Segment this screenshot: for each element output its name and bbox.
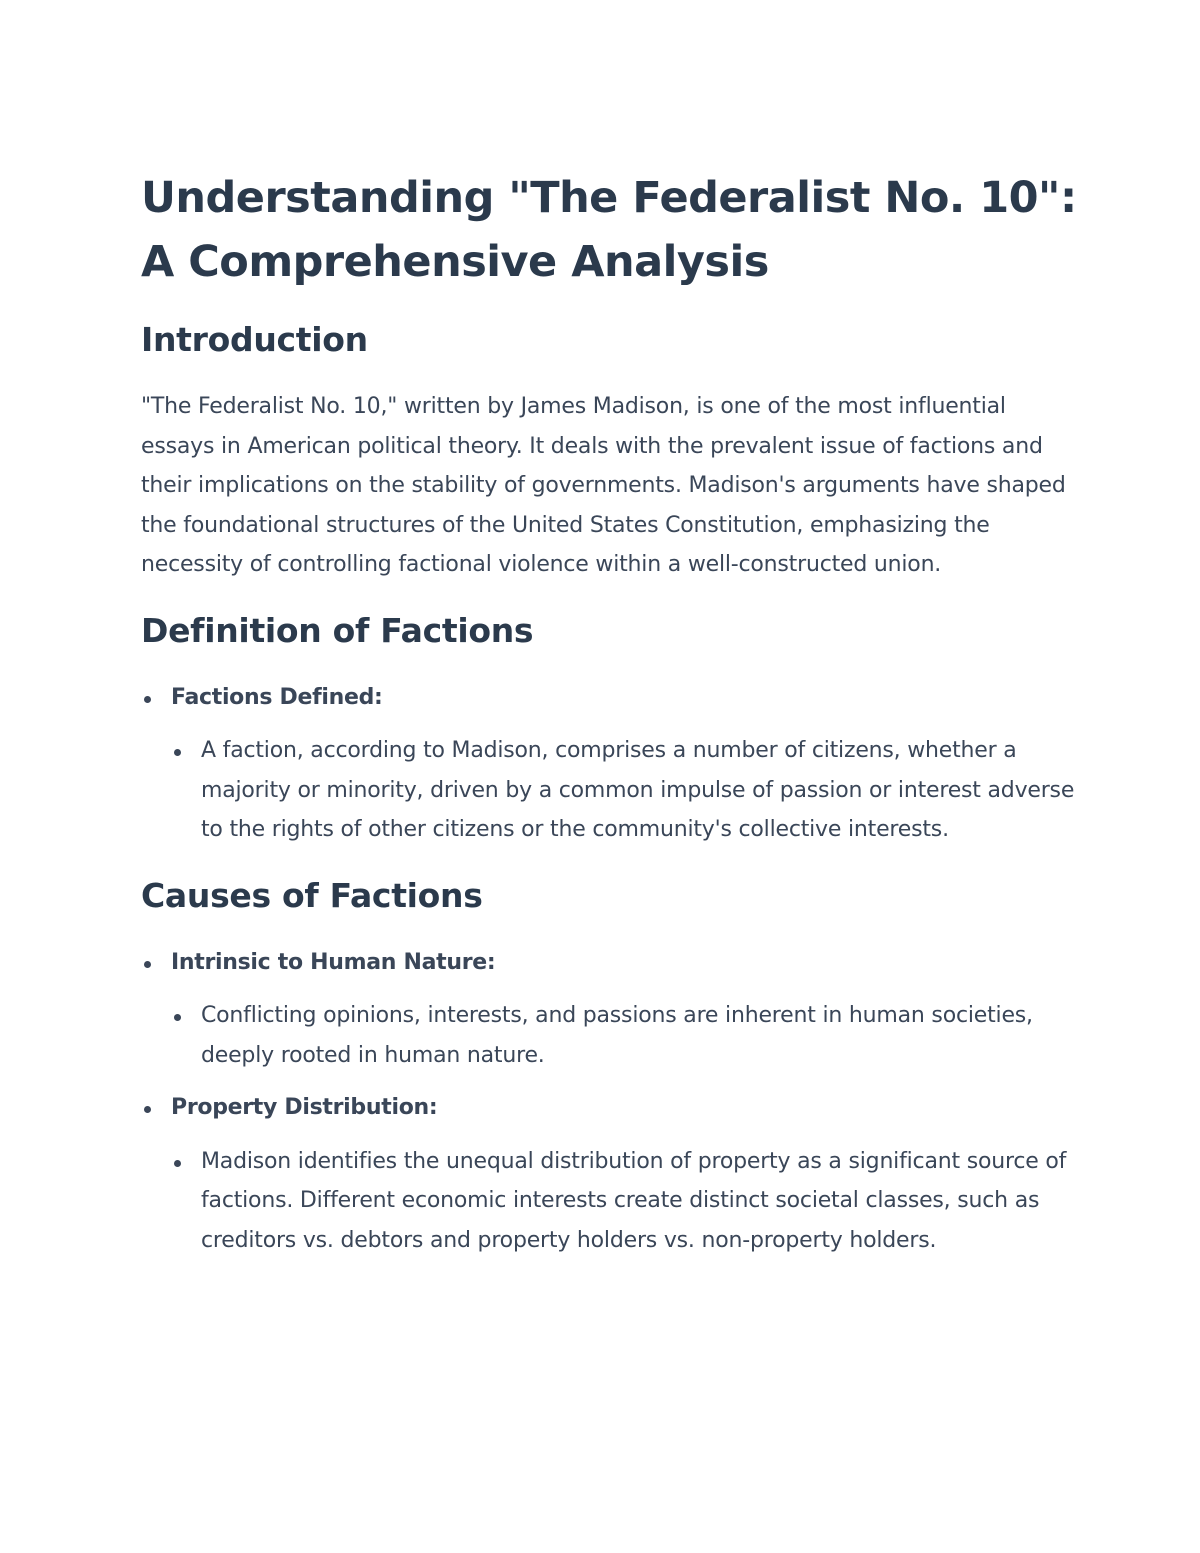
sub-list-item: Conflicting opinions, interests, and passions are inherent in human societies, deeply rooted in human nature. xyxy=(171,996,1080,1075)
sub-list xyxy=(171,1142,1080,1261)
list-item xyxy=(141,943,1080,1076)
list-item-term: Factions Defined: xyxy=(171,684,383,710)
section-heading-causes-of-factions: Causes of Factions xyxy=(141,875,483,915)
sub-list-item: Madison identifies the unequal distribution of property as a significant source of factions. Different economic interests create distinct societal classes, such as creditors vs. debtors and property holders vs. non-property holders. xyxy=(171,1142,1080,1261)
section-heading-definition-of-factions: Definition of Factions xyxy=(141,610,534,650)
sub-list-item: A faction, according to Madison, comprises a number of citizens, whether a majority or minority, driven by a common impulse of passion or interest adverse to the rights of other citizens or the community's collective interests. xyxy=(171,731,1080,850)
causes-list xyxy=(141,943,1080,1261)
list-item xyxy=(141,1088,1080,1260)
sub-list xyxy=(171,996,1080,1075)
document-title: Understanding "The Federalist No. 10": A Comprehensive Analysis xyxy=(141,173,1077,287)
sub-list xyxy=(171,731,1080,850)
list-item-term: Property Distribution: xyxy=(171,1095,438,1120)
list-item-term: Intrinsic to Human Nature: xyxy=(171,949,496,975)
definition-list xyxy=(141,678,1080,850)
list-item xyxy=(141,678,1080,850)
introduction-paragraph: "The Federalist No. 10," written by James Madison, is one of the most influential essays in American political theory. It deals with the prevalent issue of factions and their implications on the stability of governments. Madison's arguments have shaped the foundational structures of the United States Constitution, emphasizing the necessity of controlling factional violence within a well-constructed union. xyxy=(141,394,1066,577)
section-heading-introduction: Introduction xyxy=(141,320,368,359)
